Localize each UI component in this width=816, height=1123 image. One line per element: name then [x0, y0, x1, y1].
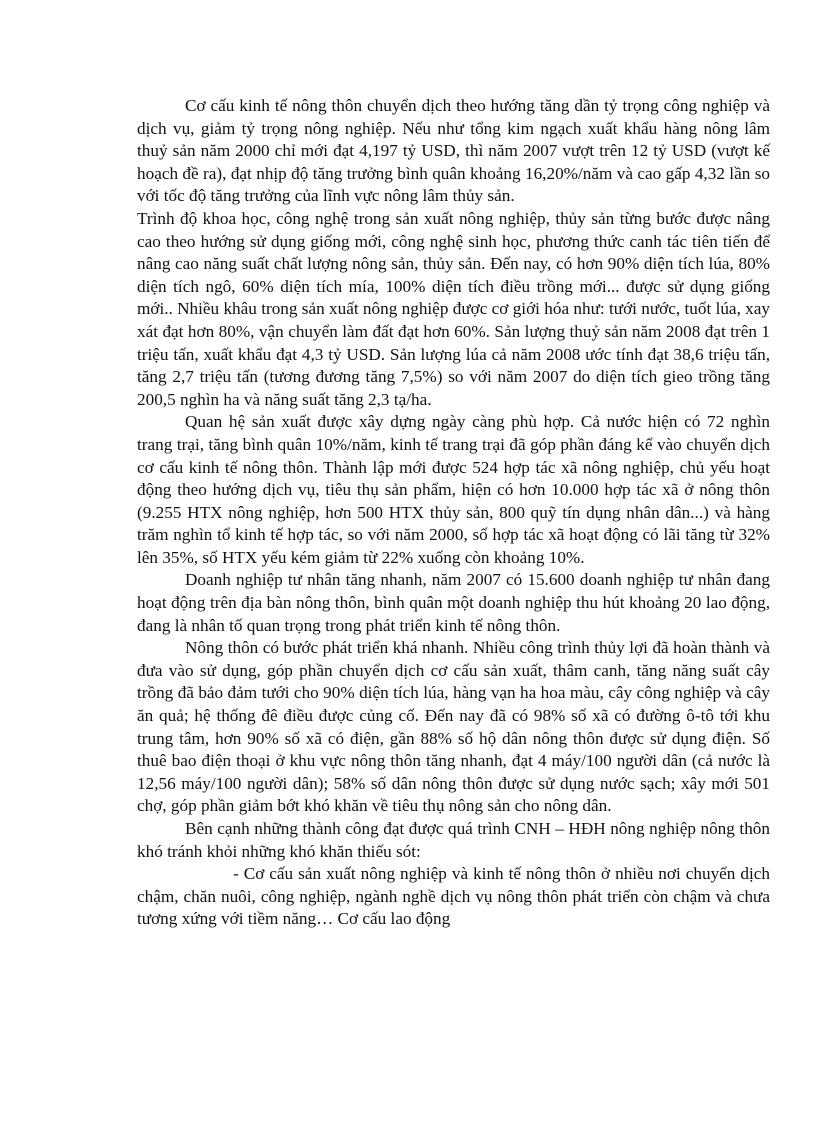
paragraph-science-technology: Trình độ khoa học, công nghệ trong sản xuất nông nghiệp, thủy sản từng bước được nâng cao theo hướng sử dụng giống mới, công nghệ sinh học, phương thức canh tác tiên tiến để nâng cao năng suất chất lượng nông sản, thủy sản. Đến nay, có hơn 90% diện tích lúa, 80% diện tích ngô, 60% diện tích mía, 100% diện tích điều trồng mới... được sử dụng giống mới.. Nhiều khâu trong sản xuất nông nghiệp được cơ giới hóa như: tưới nước, tuốt lúa, xay xát đạt hơn 80%, vận chuyển làm đất đạt hơn 60%. Sản lượng thuỷ sản năm 2008 đạt trên 1 triệu tấn, xuất khẩu đạt 4,3 tỷ USD. Sản lượng lúa cả năm 2008 ước tính đạt 38,6 triệu tấn, tăng 2,7 triệu tấn (tương đương tăng 7,5%) so với năm 2007 do diện tích gieo trồng tăng 200,5 nghìn ha và năng suất tăng 2,3 tạ/ha.: [137, 208, 770, 409]
paragraph-difficulties-intro: Bên cạnh những thành công đạt được quá trình CNH – HĐH nông nghiệp nông thôn khó tránh khỏi những khó khăn thiếu sót:: [137, 819, 770, 861]
paragraph-bullet-structure: - Cơ cấu sản xuất nông nghiệp và kinh tế nông thôn ở nhiều nơi chuyển dịch chậm, chăn nuôi, công nghiệp, ngành nghề dịch vụ nông thôn phát triển còn chậm và chưa tương xứng với tiềm năng… Cơ cấu lao động: [137, 864, 770, 929]
paragraph-economic-structure: Cơ cấu kinh tế nông thôn chuyển dịch theo hướng tăng dần tỷ trọng công nghiệp và dịch vụ, giảm tỷ trọng nông nghiệp. Nếu như tổng kim ngạch xuất khẩu hàng nông lâm thuỷ sản năm 2000 chỉ mới đạt 4,197 tỷ USD, thì năm 2007 vượt trên 12 tỷ USD (vượt kế hoạch đề ra), đạt nhịp độ tăng trưởng bình quân khoảng 16,20%/năm và cao gấp 4,32 lần so với tốc độ tăng trưởng của lĩnh vực nông lâm thủy sản.: [137, 96, 770, 206]
paragraph-private-enterprises: Doanh nghiệp tư nhân tăng nhanh, năm 2007 có 15.600 doanh nghiệp tư nhân đang hoạt động trên địa bàn nông thôn, bình quân một doanh nghiệp thu hút khoảng 20 lao động, đang là nhân tố quan trọng trong phát triển kinh tế nông thôn.: [137, 570, 770, 635]
paragraph-rural-development: Nông thôn có bước phát triển khá nhanh. Nhiều công trình thủy lợi đã hoàn thành và đưa vào sử dụng, góp phần chuyển dịch cơ cấu sản xuất, thâm canh, tăng năng suất cây trồng đã bảo đảm tưới cho 90% diện tích lúa, hàng vạn ha hoa màu, cây công nghiệp và cây ăn quả; hệ thống đê điều được củng cố. Đến nay đã có 98% số xã có đường ô-tô tới khu trung tâm, hơn 90% số xã có điện, gần 88% số hộ dân nông thôn được sử dụng điện. Số thuê bao điện thoại ở khu vực nông thôn tăng nhanh, đạt 4 máy/100 người dân (cả nước là 12,56 máy/100 người dân); 58% số dân nông thôn được sử dụng nước sạch; xây mới 501 chợ, góp phần giảm bớt khó khăn về tiêu thụ nông sản cho nông dân.: [137, 638, 770, 816]
document-page: [137, 95, 770, 931]
paragraph-production-relations: Quan hệ sản xuất được xây dựng ngày càng phù hợp. Cả nước hiện có 72 nghìn trang trại, tăng bình quân 10%/năm, kinh tế trang trại đã góp phần đáng kể vào chuyển dịch cơ cấu kinh tế nông thôn. Thành lập mới được 524 hợp tác xã nông nghiệp, chủ yếu hoạt động theo hướng dịch vụ, tiêu thụ sản phẩm, hiện có hơn 10.000 hợp tác xã ở nông thôn (9.255 HTX nông nghiệp, hơn 500 HTX thủy sản, 800 quỹ tín dụng nhân dân...) và hàng trăm nghìn tổ kinh tế hợp tác, so với năm 2000, số hợp tác xã hoạt động có lãi tăng từ 32% lên 35%, số HTX yếu kém giảm từ 22% xuống còn khoảng 10%.: [137, 412, 770, 567]
